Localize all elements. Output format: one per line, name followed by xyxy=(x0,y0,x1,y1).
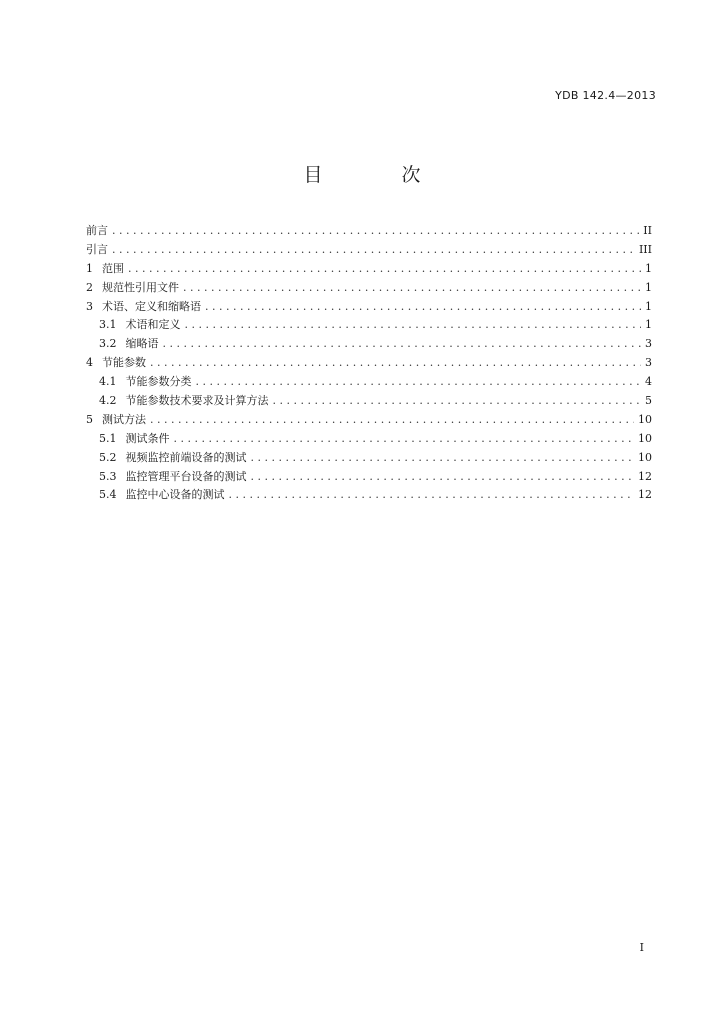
toc-entry-page: 3 xyxy=(645,337,652,351)
toc-entry-number: 3.2 xyxy=(99,337,117,351)
toc-leader-dots xyxy=(174,430,635,449)
toc-entry-introduction[interactable] xyxy=(86,241,652,260)
toc-entry-number: 3.1 xyxy=(99,318,117,332)
toc-entry-page: 12 xyxy=(638,469,652,483)
toc-entry-3-1[interactable] xyxy=(86,316,652,335)
toc-entry-number: 2 xyxy=(86,280,93,294)
toc-entry-number: 5.4 xyxy=(99,488,117,502)
table-of-contents xyxy=(86,222,652,505)
toc-entry-title: 监控中心设备的测试 xyxy=(125,488,225,502)
toc-entry-1[interactable] xyxy=(86,260,652,279)
toc-entry-number: 5.2 xyxy=(99,450,117,464)
toc-leader-dots xyxy=(128,260,641,279)
toc-entry-title: 视频监控前端设备的测试 xyxy=(125,450,247,464)
toc-entry-number: 5.3 xyxy=(99,469,117,483)
toc-entry-4-1[interactable] xyxy=(86,373,652,392)
toc-leader-dots xyxy=(196,373,642,392)
toc-leader-dots xyxy=(183,279,641,298)
toc-entry-page: III xyxy=(638,242,652,256)
toc-leader-dots xyxy=(150,411,634,430)
toc-entry-page: 1 xyxy=(645,280,652,294)
toc-entry-page: 1 xyxy=(645,318,652,332)
toc-entry-page: 3 xyxy=(645,356,652,370)
toc-entry-number: 1 xyxy=(86,261,93,275)
toc-entry-number: 4 xyxy=(86,356,93,370)
toc-entry-title: 规范性引用文件 xyxy=(102,280,179,294)
toc-entry-title: 引言 xyxy=(86,242,108,256)
toc-entry-page: 12 xyxy=(638,488,652,502)
toc-entry-3[interactable] xyxy=(86,298,652,317)
toc-leader-dots xyxy=(251,449,635,468)
toc-entry-5[interactable] xyxy=(86,411,652,430)
toc-entry-5-2[interactable] xyxy=(86,449,652,468)
toc-entry-4-2[interactable] xyxy=(86,392,652,411)
toc-leader-dots xyxy=(163,335,642,354)
toc-entry-number: 5.1 xyxy=(99,431,117,445)
toc-entry-title: 测试条件 xyxy=(125,431,170,445)
toc-entry-number: 3 xyxy=(86,299,93,313)
toc-entry-page: 1 xyxy=(645,261,652,275)
toc-entry-2[interactable] xyxy=(86,279,652,298)
toc-entry-title: 节能参数 xyxy=(102,356,146,370)
toc-entry-title: 前言 xyxy=(86,224,108,237)
toc-entry-5-1[interactable] xyxy=(86,430,652,449)
toc-leader-dots xyxy=(185,316,642,335)
toc-entry-title: 缩略语 xyxy=(125,337,159,351)
toc-entry-5-4[interactable] xyxy=(86,486,652,505)
toc-entry-number: 5 xyxy=(86,412,93,426)
toc-entry-page: 10 xyxy=(638,412,652,426)
toc-leader-dots xyxy=(229,486,635,505)
toc-entry-foreword[interactable] xyxy=(86,222,652,241)
toc-entry-page: 5 xyxy=(645,394,652,408)
toc-entry-page: 10 xyxy=(638,431,652,445)
toc-entry-4[interactable] xyxy=(86,354,652,373)
toc-entry-page: 10 xyxy=(638,450,652,464)
toc-entry-number: 4.1 xyxy=(99,375,117,389)
toc-leader-dots xyxy=(112,222,639,241)
toc-entry-number: 4.2 xyxy=(99,394,117,408)
toc-leader-dots xyxy=(112,241,635,260)
toc-leader-dots xyxy=(251,468,635,487)
toc-entry-5-3[interactable] xyxy=(86,468,652,487)
toc-entry-page: 4 xyxy=(645,375,652,389)
toc-entry-page: 1 xyxy=(645,299,652,313)
toc-entry-title: 测试方法 xyxy=(102,412,146,426)
page-number: I xyxy=(639,941,644,954)
toc-leader-dots xyxy=(273,392,642,411)
toc-leader-dots xyxy=(150,354,641,373)
toc-entry-3-2[interactable] xyxy=(86,335,652,354)
toc-leader-dots xyxy=(205,298,641,317)
toc-entry-title: 术语和定义 xyxy=(125,318,181,332)
toc-entry-title: 术语、定义和缩略语 xyxy=(102,299,201,313)
toc-entry-title: 范围 xyxy=(102,261,124,275)
toc-entry-title: 节能参数技术要求及计算方法 xyxy=(125,394,269,408)
toc-entry-page: II xyxy=(643,224,652,237)
toc-entry-title: 节能参数分类 xyxy=(125,375,192,389)
toc-title: 目 次 xyxy=(303,164,451,186)
document-code: YDB 142.4—2013 xyxy=(555,89,656,102)
toc-entry-title: 监控管理平台设备的测试 xyxy=(125,469,247,483)
